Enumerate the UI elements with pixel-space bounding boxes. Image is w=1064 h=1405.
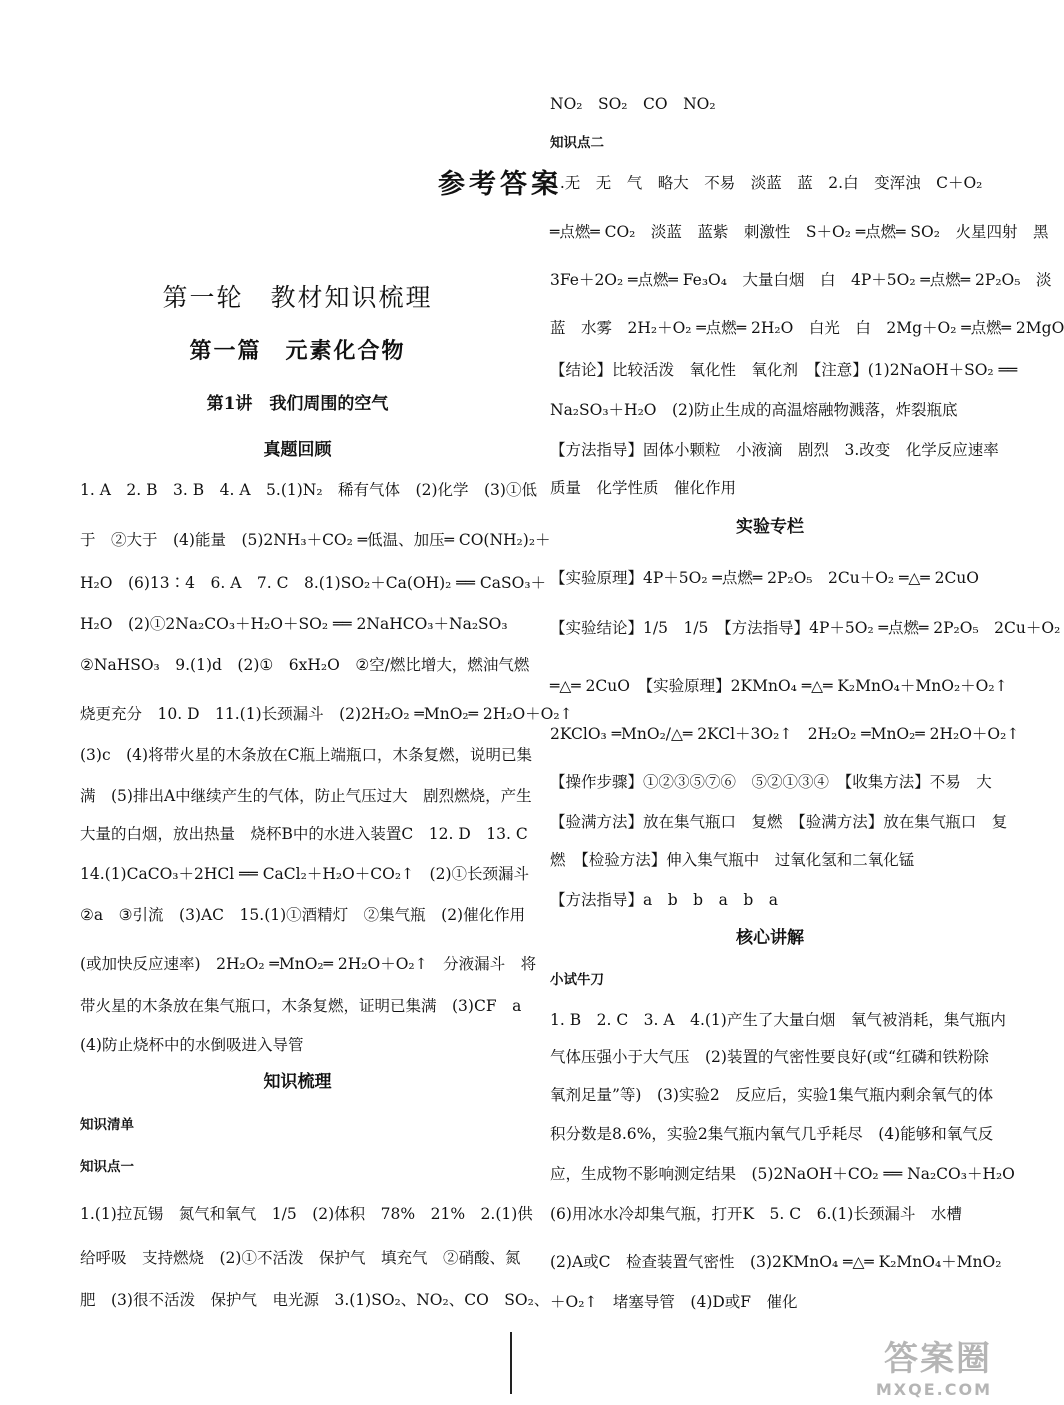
watermark-logo xyxy=(876,1331,992,1399)
text-line: 2KClO₃ ═MnO₂/△═ 2KCl＋3O₂↑ 2H₂O₂ ═MnO₂═ 2H₂O＋O₂↑ xyxy=(550,725,1020,743)
text-line: ＋O₂↑ 堵塞导管 (4)D或F 催化 xyxy=(550,1293,798,1311)
text-line: 1. A 2. B 3. B 4. A 5.(1)N₂ 稀有气体 (2)化学 (3)①低 xyxy=(80,481,537,499)
text-line: 【方法指导】a b b a b a xyxy=(550,891,778,909)
text-line: 肥 (3)很不活泼 保护气 电光源 3.(1)SO₂、NO₂、CO SO₂、 xyxy=(80,1291,550,1309)
page-title: 参考答案 xyxy=(438,169,562,200)
text-line: 3Fe＋2O₂ ═点燃═ Fe₃O₄ 大量白烟 白 4P＋5O₂ ═点燃═ 2P₂O₅ 淡 xyxy=(550,271,1052,289)
text-line: 氧剂足量”等) (3)实验2 反应后，实验1集气瓶内剩余氧气的体 xyxy=(550,1086,994,1104)
text-line: 于 ②大于 (4)能量 (5)2NH₃＋CO₂ ═低温、加压═ CO(NH₂)₂＋ xyxy=(80,531,551,549)
text-line: (3)c (4)将带火星的木条放在C瓶上端瓶口，木条复燃，说明已集 xyxy=(80,746,532,764)
text-line: 【验满方法】放在集气瓶口 复燃 【验满方法】放在集气瓶口 复 xyxy=(550,813,1008,831)
text-line: (6)用冰水冷却集气瓶，打开K 5. C 6.(1)长颈漏斗 水槽 xyxy=(550,1205,962,1223)
text-line: (2)A或C 检查装置气密性 (3)2KMnO₄ ═△═ K₂MnO₄＋MnO₂ xyxy=(550,1253,1002,1271)
text-line: H₂O (6)13∶4 6. A 7. C 8.(1)SO₂＋Ca(OH)₂ ══ CaSO₃＋ xyxy=(80,574,547,592)
round-title: 第一轮 教材知识梳理 xyxy=(162,283,433,312)
text-line: (4)防止烧杯中的水倒吸进入导管 xyxy=(80,1036,304,1054)
text-line: 14.(1)CaCO₃＋2HCl ══ CaCl₂＋H₂O＋CO₂↑ (2)①长颈漏斗 xyxy=(80,865,529,883)
section-heading-shiyan: 实验专栏 xyxy=(736,517,804,537)
text-line: 【实验原理】4P＋5O₂ ═点燃═ 2P₂O₅ 2Cu＋O₂ ═△═ 2CuO xyxy=(550,569,979,587)
subheading-xiaoshi: 小试牛刀 xyxy=(550,972,604,988)
text-line: 带火星的木条放在集气瓶口，木条复燃，证明已集满 (3)CF a xyxy=(80,997,522,1015)
text-line: Na₂SO₃＋H₂O (2)防止生成的高温熔融物溅落，炸裂瓶底 xyxy=(550,401,958,419)
part-title: 第一篇 元素化合物 xyxy=(189,339,406,364)
text-line: 质量 化学性质 催化作用 xyxy=(550,479,737,497)
lecture-title: 第1讲 我们周围的空气 xyxy=(206,394,389,414)
text-line: 烧更充分 10. D 11.(1)长颈漏斗 (2)2H₂O₂ ═MnO₂═ 2H₂O＋O₂↑ xyxy=(80,705,573,723)
section-heading-hexin: 核心讲解 xyxy=(736,928,804,948)
subheading-point-two: 知识点二 xyxy=(550,135,604,151)
right-column xyxy=(550,0,1064,1405)
text-line: 给呼吸 支持燃烧 (2)①不活泼 保护气 填充气 ②硝酸、氮 xyxy=(80,1249,521,1267)
text-line: ═点燃═ CO₂ 淡蓝 蓝紫 刺激性 S＋O₂ ═点燃═ SO₂ 火星四射 黑 xyxy=(550,223,1049,241)
text-line: NO₂ SO₂ CO NO₂ xyxy=(550,95,716,113)
text-line: 1.(1)拉瓦锡 氮气和氧气 1/5 (2)体积 78% 21% 2.(1)供 xyxy=(80,1205,533,1223)
section-heading-zhenti: 真题回顾 xyxy=(263,440,332,460)
text-line: 【操作步骤】①②③⑤⑦⑥ ⑤②①③④ 【收集方法】不易 大 xyxy=(550,773,992,791)
text-line: 应，生成物不影响测定结果 (5)2NaOH＋CO₂ ══ Na₂CO₃＋H₂O xyxy=(550,1165,1015,1183)
watermark-text: 答案圈 xyxy=(884,1339,992,1379)
binding-mark xyxy=(510,1332,512,1394)
text-line: 燃 【检验方法】伸入集气瓶中 过氧化氢和二氧化锰 xyxy=(550,851,915,869)
left-column xyxy=(80,0,573,1405)
section-heading-zhishi: 知识梳理 xyxy=(263,1072,332,1092)
text-line: ②NaHSO₃ 9.(1)d (2)① 6xH₂O ②空/燃比增大，燃油气燃 xyxy=(80,656,530,674)
text-line: ②a ③引流 (3)AC 15.(1)①酒精灯 ②集气瓶 (2)催化作用 xyxy=(80,906,526,924)
text-line: ═△═ 2CuO 【实验原理】2KMnO₄ ═△═ K₂MnO₄＋MnO₂＋O₂↑ xyxy=(550,677,1008,695)
text-line: (或加快反应速率) 2H₂O₂ ═MnO₂═ 2H₂O＋O₂↑ 分液漏斗 将 xyxy=(80,955,537,973)
text-line: 【方法指导】固体小颗粒 小液滴 剧烈 3.改变 化学反应速率 xyxy=(550,441,999,459)
text-line: 1. B 2. C 3. A 4.(1)产生了大量白烟 氧气被消耗，集气瓶内 xyxy=(550,1011,1006,1029)
text-line: 气体压强小于大气压 (2)装置的气密性要良好(或“红磷和铁粉除 xyxy=(550,1048,989,1066)
text-line: 【实验结论】1/5 1/5 【方法指导】4P＋5O₂ ═点燃═ 2P₂O₅ 2Cu＋O₂ xyxy=(550,619,1061,637)
text-line: 满 (5)排出A中继续产生的气体，防止气压过大 剧烈燃烧，产生 xyxy=(80,787,532,805)
text-line: 1.无 无 气 略大 不易 淡蓝 蓝 2.白 变浑浊 C＋O₂ xyxy=(550,174,983,192)
subheading-qingdan: 知识清单 xyxy=(80,1117,134,1133)
text-line: H₂O (2)①2Na₂CO₃＋H₂O＋SO₂ ══ 2NaHCO₃＋Na₂SO₃ xyxy=(80,615,508,633)
text-line: 蓝 水雾 2H₂＋O₂ ═点燃═ 2H₂O 白光 白 2Mg＋O₂ ═点燃═ 2MgO xyxy=(550,319,1064,337)
text-line: 大量的白烟，放出热量 烧杯B中的水进入装置C 12. D 13. C xyxy=(80,825,528,843)
text-line: 【结论】比较活泼 氧化性 氧化剂 【注意】(1)2NaOH＋SO₂ ══ xyxy=(550,361,1018,379)
subheading-point-one: 知识点一 xyxy=(80,1159,134,1175)
text-line: 积分数是8.6%，实验2集气瓶内氧气几乎耗尽 (4)能够和氧气反 xyxy=(550,1125,994,1143)
watermark-url: MXQE.COM xyxy=(875,1380,992,1399)
